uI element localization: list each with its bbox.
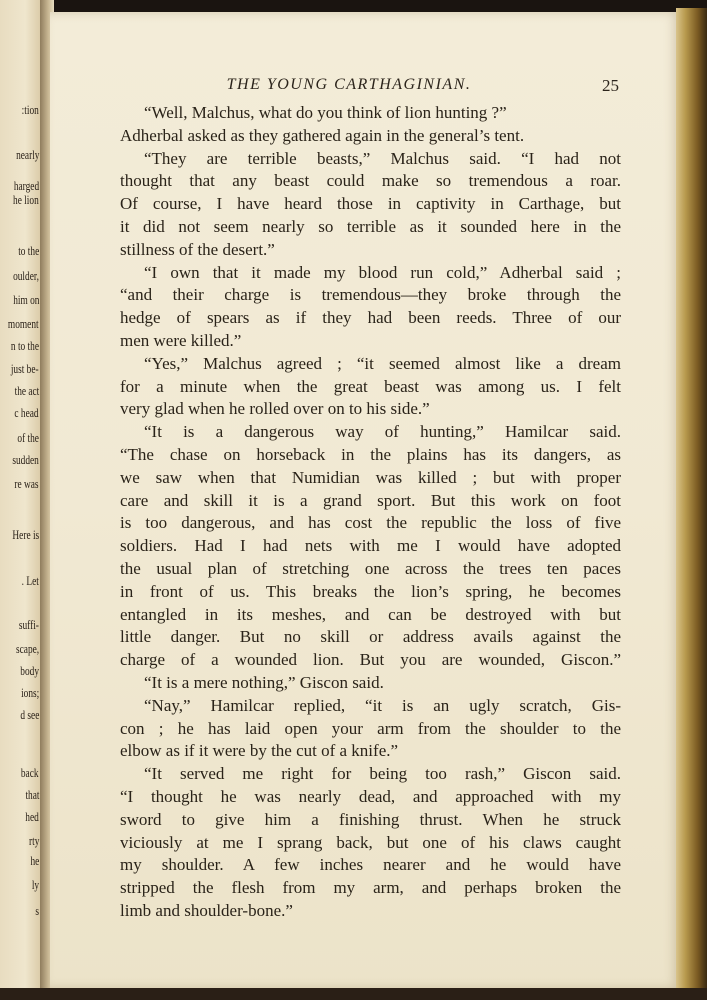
text-line: we saw when that Numidian was killed ; but with proper bbox=[120, 467, 621, 487]
facing-page-fragment: . Let bbox=[21, 573, 39, 588]
facing-page-fragment: he bbox=[30, 853, 39, 868]
text-line: “and their charge is tremendous—they broke through the bbox=[120, 285, 621, 305]
facing-page-fragment: that bbox=[24, 787, 39, 802]
facing-page-fragment: body bbox=[20, 663, 39, 678]
text-line: it did not seem nearly so terrible as it sounded here in the bbox=[120, 216, 621, 236]
facing-page-fragment: moment bbox=[8, 316, 39, 331]
facing-page-fragment: c head bbox=[14, 405, 39, 420]
page-number: 25 bbox=[602, 76, 619, 95]
text-line: entangled in its meshes, and can be destroyed with but bbox=[120, 604, 621, 624]
facing-page-fragment: ions; bbox=[20, 685, 39, 700]
running-head: THE YOUNG CARTHAGINIAN. bbox=[226, 76, 472, 93]
text-line: my shoulder. A few inches nearer and he would have bbox=[120, 855, 621, 875]
text-line: very glad when he rolled over on to his side.” bbox=[120, 399, 430, 419]
text-line: little danger. But no skill or address avails against the bbox=[120, 627, 621, 647]
facing-page-fragment: Here is bbox=[12, 527, 39, 542]
text-line: Of course, I have heard those in captivity in Carthage, but bbox=[120, 194, 621, 214]
facing-page-fragment: he lion bbox=[13, 192, 39, 207]
facing-page-edge bbox=[0, 0, 42, 1000]
text-line: viciously at me I sprang back, but one of his claws caught bbox=[120, 832, 621, 852]
book-block-edge bbox=[676, 8, 707, 993]
facing-page-fragment: suffi- bbox=[18, 617, 39, 632]
text-line: “I own that it made my blood run cold,” Adherbal said ; bbox=[144, 262, 621, 282]
text-line: “Well, Malchus, what do you think of lion hunting ?” bbox=[144, 103, 507, 122]
facing-page-fragment: him on bbox=[12, 292, 39, 307]
text-line: care and skill it is a grand sport. But this work on foot bbox=[120, 490, 621, 510]
facing-page-fragment: :tion bbox=[21, 102, 39, 117]
facing-page-fragment: the act bbox=[14, 383, 39, 398]
facing-page-fragment: n to the bbox=[10, 338, 39, 353]
text-line: “It served me right for being too rash,” Giscon said. bbox=[144, 764, 621, 784]
text-line: con ; he has laid open your arm from the shoulder to the bbox=[120, 718, 621, 738]
facing-page-fragment: rty bbox=[28, 833, 39, 848]
facing-page-fragment: just be- bbox=[11, 361, 39, 376]
text-line: soldiers. Had I had nets with me I would have adopted bbox=[120, 536, 621, 556]
text-line: “I thought he was nearly dead, and approached with my bbox=[120, 786, 621, 806]
text-line: in front of us. This breaks the lion’s spring, he becomes bbox=[120, 581, 621, 601]
text-line: “It is a mere nothing,” Giscon said. bbox=[144, 672, 384, 692]
facing-page-fragment: harged bbox=[13, 178, 39, 193]
facing-page-fragment: oulder, bbox=[13, 268, 39, 283]
facing-page-fragment: s bbox=[35, 903, 39, 918]
facing-page-fragment: of the bbox=[17, 430, 39, 445]
text-line: Adherbal asked as they gathered again in the general’s tent. bbox=[120, 125, 525, 145]
text-line: limb and shoulder-bone.” bbox=[120, 900, 293, 920]
facing-page-fragment: sudden bbox=[12, 452, 39, 467]
text-line: the usual plan of stretching one across the trees ten paces bbox=[120, 558, 621, 578]
facing-page-fragment: d see bbox=[20, 707, 39, 722]
facing-page-fragment: back bbox=[21, 765, 39, 780]
facing-page-fragment: ly bbox=[31, 877, 39, 892]
facing-page-fragment: scape, bbox=[15, 641, 39, 656]
facing-page-fragment: hed bbox=[25, 809, 39, 824]
facing-page-fragment: nearly bbox=[15, 147, 39, 162]
bottom-shadow bbox=[0, 988, 707, 1000]
text-line: “Yes,” Malchus agreed ; “it seemed almost like a dream bbox=[144, 353, 621, 373]
text-line: sword to give him a finishing thrust. When he struck bbox=[120, 809, 621, 829]
text-line: is too dangerous, and has cost the republic the loss of five bbox=[120, 513, 621, 533]
facing-page-fragment: to the bbox=[17, 243, 39, 258]
facing-page-fragment: re was bbox=[14, 476, 39, 491]
text-line: stripped the flesh from my arm, and perhaps broken the bbox=[120, 878, 621, 898]
body-text bbox=[120, 102, 621, 923]
text-line: men were killed.” bbox=[120, 330, 242, 350]
text-line: stillness of the desert.” bbox=[120, 239, 275, 259]
text-line: thought that any beast could make so tremendous a roar. bbox=[120, 171, 621, 191]
text-line: hedge of spears as if they had been reeds. Three of our bbox=[120, 308, 621, 328]
text-line: “The chase on horseback in the plains has its dangers, as bbox=[120, 444, 621, 464]
text-line: “Nay,” Hamilcar replied, “it is an ugly scratch, Gis- bbox=[144, 695, 621, 715]
text-line: elbow as if it were by the cut of a knife.” bbox=[120, 741, 399, 761]
text-line: charge of a wounded lion. But you are wounded, Giscon.” bbox=[120, 650, 621, 670]
text-line: “They are terrible beasts,” Malchus said. “I had not bbox=[144, 148, 621, 168]
text-line: for a minute when the great beast was among us. I felt bbox=[120, 376, 621, 396]
text-line: “It is a dangerous way of hunting,” Hamilcar said. bbox=[144, 422, 621, 442]
